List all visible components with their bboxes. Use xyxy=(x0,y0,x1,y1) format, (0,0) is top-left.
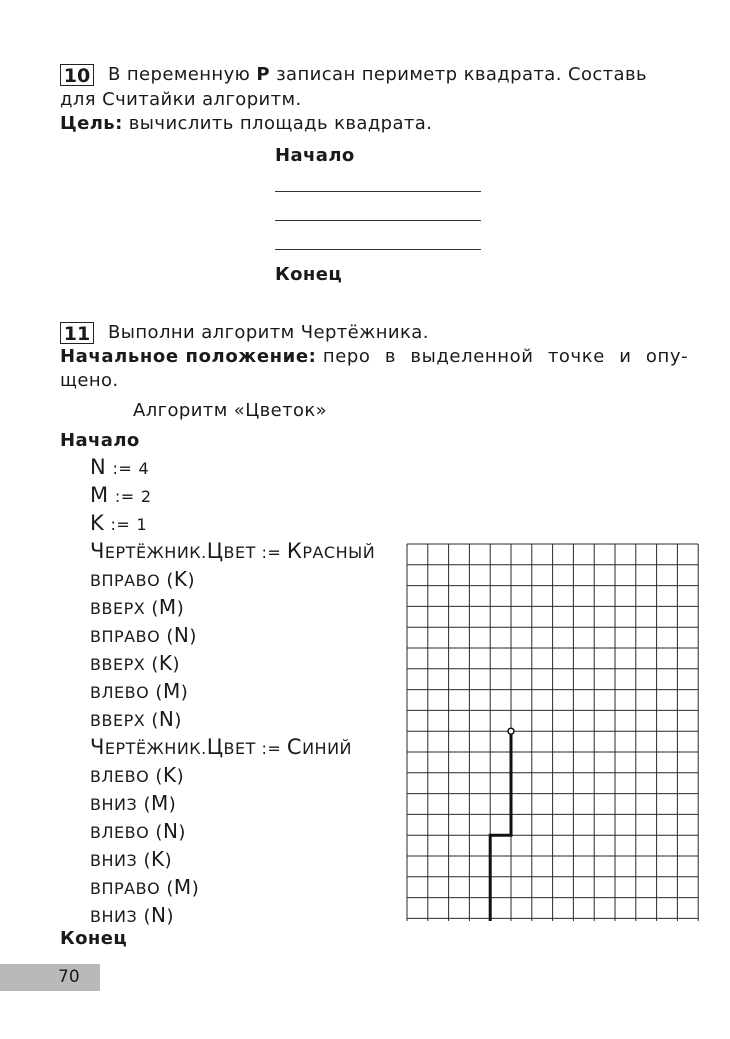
cmd-arg: M xyxy=(173,875,192,899)
cmd-arg: K xyxy=(173,567,188,591)
cmd-name: ВВЕРХ xyxy=(90,599,146,618)
task-11-initial-cont: щено. xyxy=(60,370,119,391)
assign-op: := xyxy=(112,459,133,478)
cmd-name: ВВЕРХ xyxy=(90,655,146,674)
cmd-arg: N xyxy=(150,903,167,927)
move-command: ВНИЗ (N) xyxy=(90,903,174,927)
assign-op: := xyxy=(261,739,282,758)
move-command: ВПРАВО (K) xyxy=(90,567,196,591)
task-10-text-a: В переменную xyxy=(108,64,251,85)
move-command: ВПРАВО (N) xyxy=(90,623,197,647)
cmd-arg: N xyxy=(162,819,179,843)
task-11-initial xyxy=(60,346,688,367)
cmd-name: ВЛЕВО xyxy=(90,767,150,786)
cmd-name: ВПРАВО xyxy=(90,571,161,590)
goal-label: Цель: xyxy=(60,113,123,134)
set-color-red xyxy=(90,539,375,563)
cmd-name: ВПРАВО xyxy=(90,627,161,646)
cap-letter: Ц xyxy=(206,539,224,563)
assign-value: 4 xyxy=(138,459,150,478)
initial-text: перо в выделенной точке и опу- xyxy=(322,346,689,367)
cmd-name: ВНИЗ xyxy=(90,795,138,814)
task-11-number: 11 xyxy=(60,322,94,344)
cap-letter: К xyxy=(286,539,303,563)
task-10-variable: P xyxy=(256,64,270,85)
cap-letter: Ч xyxy=(90,735,105,759)
cmd-text: ЕРТЁЖНИК. xyxy=(104,739,207,758)
cmd-arg: M xyxy=(162,679,181,703)
page-number: 70 xyxy=(58,967,80,987)
cmd-text: ВЕТ xyxy=(223,543,256,562)
task-11-line-1: Выполни алгоритм Чертёжника. xyxy=(108,322,429,343)
var-name: N xyxy=(90,455,107,479)
task-10-line-1 xyxy=(108,64,647,85)
move-command: ВВЕРХ (M) xyxy=(90,595,185,619)
color-name: РАСНЫЙ xyxy=(302,543,376,562)
start-point-dot xyxy=(508,728,514,734)
assign-n xyxy=(90,455,149,479)
algorithm-start: Начало xyxy=(60,430,140,451)
var-name: M xyxy=(90,483,109,507)
page-number-tab xyxy=(0,964,100,991)
drawing-grid[interactable] xyxy=(400,537,706,921)
assign-op: := xyxy=(261,543,282,562)
set-color-blue xyxy=(90,735,352,759)
algorithm-end: Конец xyxy=(60,928,128,949)
move-command: ВВЕРХ (N) xyxy=(90,707,182,731)
cap-letter: С xyxy=(286,735,303,759)
cmd-arg: K xyxy=(158,651,173,675)
cmd-name: ВЛЕВО xyxy=(90,683,150,702)
move-command: ВНИЗ (M) xyxy=(90,791,177,815)
cmd-arg: N xyxy=(158,707,175,731)
cmd-arg: K xyxy=(150,847,165,871)
move-command: ВНИЗ (K) xyxy=(90,847,173,871)
answer-line-3[interactable] xyxy=(275,249,481,250)
cmd-name: ВНИЗ xyxy=(90,851,138,870)
task-10-text-b: записан периметр квадрата. Составь xyxy=(276,64,647,85)
algorithm-title: Алгоритм «Цветок» xyxy=(133,400,328,421)
cmd-name: ВНИЗ xyxy=(90,907,138,926)
cmd-arg: N xyxy=(173,623,190,647)
task-10-line-2: для Считайки алгоритм. xyxy=(60,89,302,110)
cmd-name: ВЛЕВО xyxy=(90,823,150,842)
color-name: ИНИЙ xyxy=(302,739,352,758)
move-command: ВЛЕВО (M) xyxy=(90,679,189,703)
drawn-path xyxy=(490,731,511,921)
task-10-goal xyxy=(60,113,432,134)
cmd-text: ЕРТЁЖНИК. xyxy=(104,543,207,562)
assign-value: 2 xyxy=(140,487,152,506)
move-command: ВПРАВО (M) xyxy=(90,875,200,899)
var-name: K xyxy=(90,511,105,535)
initial-label: Начальное положение: xyxy=(60,346,317,367)
assign-op: := xyxy=(114,487,135,506)
task-10-start: Начало xyxy=(275,145,355,166)
cmd-text: ВЕТ xyxy=(223,739,256,758)
cmd-arg: M xyxy=(150,791,169,815)
task-10-end: Конец xyxy=(275,264,343,285)
answer-line-2[interactable] xyxy=(275,220,481,221)
cmd-arg: M xyxy=(158,595,177,619)
cmd-name: ВПРАВО xyxy=(90,879,161,898)
assign-op: := xyxy=(110,515,131,534)
assign-value: 1 xyxy=(136,515,148,534)
move-command: ВВЕРХ (K) xyxy=(90,651,181,675)
cmd-name: ВВЕРХ xyxy=(90,711,146,730)
cap-letter: Ч xyxy=(90,539,105,563)
move-command: ВЛЕВО (K) xyxy=(90,763,185,787)
task-10-number: 10 xyxy=(60,64,94,86)
assign-m xyxy=(90,483,152,507)
answer-line-1[interactable] xyxy=(275,191,481,192)
move-command: ВЛЕВО (N) xyxy=(90,819,186,843)
goal-text: вычислить площадь квадрата. xyxy=(128,113,433,134)
assign-k xyxy=(90,511,147,535)
cmd-arg: K xyxy=(162,763,177,787)
cap-letter: Ц xyxy=(206,735,224,759)
